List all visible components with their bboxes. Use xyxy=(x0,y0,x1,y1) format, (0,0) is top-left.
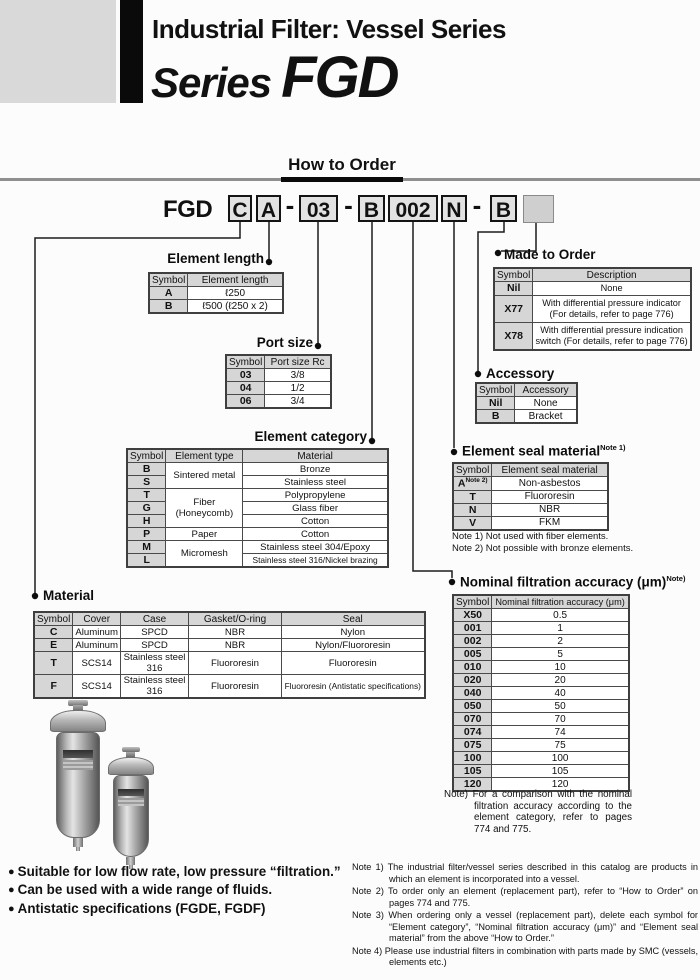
cell: NBR xyxy=(492,503,608,516)
cell: 3/4 xyxy=(265,395,331,409)
cell-symbol: B xyxy=(149,300,188,314)
vessel-label-plate xyxy=(63,750,93,758)
feature-item: ● Can be used with a wide range of fluids. xyxy=(8,881,341,899)
col-header: Accessory xyxy=(515,383,577,397)
col-header: Symbol xyxy=(453,595,492,609)
vessel-drain xyxy=(73,838,83,847)
dot-material xyxy=(32,593,38,599)
cell: 3/8 xyxy=(265,369,331,382)
cell: 10 xyxy=(492,661,629,674)
element-length-label: Element length xyxy=(167,251,264,266)
page-category-title: Industrial Filter: Vessel Series xyxy=(152,14,506,44)
vessel-label-lines xyxy=(63,760,93,770)
port-size-label: Port size xyxy=(256,335,313,350)
col-header: Material xyxy=(243,449,388,463)
header-black-bar xyxy=(120,0,143,103)
filtration-table xyxy=(452,594,630,792)
cell: ℓ500 (ℓ250 x 2) xyxy=(188,300,283,314)
cell: Polypropylene xyxy=(243,489,388,502)
col-header: Symbol xyxy=(476,383,515,397)
vessel-label-plate xyxy=(118,789,144,796)
series-word: Series xyxy=(151,59,272,106)
cell-symbol: 06 xyxy=(226,395,265,409)
cell-symbol: 002 xyxy=(453,635,492,648)
part-box-accessory: B xyxy=(490,195,517,222)
cell: SCS14 xyxy=(73,675,121,699)
element-seal-notes xyxy=(452,531,633,555)
col-header: Element length xyxy=(188,273,283,287)
cell: 20 xyxy=(492,674,629,687)
cell-symbol: 040 xyxy=(453,687,492,700)
col-header: Symbol xyxy=(127,449,166,463)
element-length-table xyxy=(148,272,284,314)
col-header: Case xyxy=(121,612,189,626)
footnote: Note 2) To order only an element (replacement part), refer to “How to Order” on pages 774 and 775. xyxy=(352,886,698,908)
cell-symbol: E xyxy=(34,639,73,652)
col-header: Symbol xyxy=(149,273,188,287)
filtration-label-text: Nominal filtration accuracy (μm) xyxy=(460,574,667,590)
cell: Bracket xyxy=(515,410,577,424)
element-seal-note-2: Note 2) Not possible with bronze elements. xyxy=(452,543,634,554)
footnote: Note 4) Please use industrial filters in combination with parts made by SMC (vessels, elements etc.) xyxy=(352,945,698,967)
section-rule-black xyxy=(281,177,403,182)
cell: None xyxy=(533,282,691,296)
part-dash-1: - xyxy=(285,190,295,220)
accessory-label: Accessory xyxy=(486,366,555,381)
cell-symbol: X77 xyxy=(494,296,533,323)
cell-symbol: S xyxy=(127,476,166,489)
cell: Stainless steel 316 xyxy=(121,675,189,699)
symbol-text: A xyxy=(457,477,466,490)
part-box-seal: N xyxy=(441,195,467,222)
element-category-label: Element category xyxy=(254,429,367,444)
cell: 105 xyxy=(492,765,629,778)
cell: Stainless steel xyxy=(243,476,388,489)
cell-symbol: 100 xyxy=(453,752,492,765)
cell-symbol: 005 xyxy=(453,648,492,661)
cell: With differential pressure indicator (For details, refer to page 776) xyxy=(533,296,691,323)
cell-symbol: F xyxy=(34,675,73,699)
vessel-photo-large xyxy=(50,698,106,852)
cell: NBR xyxy=(189,639,282,652)
cell: Nylon/Fluororesin xyxy=(282,639,425,652)
filtration-label-note: Note) xyxy=(666,574,686,583)
part-box-material: C xyxy=(228,195,252,222)
cell-symbol: 001 xyxy=(453,622,492,635)
accessory-table xyxy=(475,382,578,424)
vessel-label-lines xyxy=(118,798,144,806)
cell: Non-asbestos xyxy=(492,477,608,491)
cell: FKM xyxy=(492,516,608,530)
footnote: Note 3) When ordering only a vessel (replacement part), delete each symbol for “Element category”, “Nominal filtration accuracy (μm)” and “Element seal material” from the above “How to Order.” xyxy=(352,910,698,943)
cell: 40 xyxy=(492,687,629,700)
cell: SPCD xyxy=(121,639,189,652)
cell-symbol: X78 xyxy=(494,323,533,351)
cell-symbol: C xyxy=(34,626,73,639)
cell-symbol: Nil xyxy=(476,397,515,410)
cell-symbol: L xyxy=(127,554,166,568)
cell: Aluminum xyxy=(73,639,121,652)
port-size-table xyxy=(225,354,332,409)
cell-symbol: 070 xyxy=(453,713,492,726)
feature-item: ● Antistatic specifications (FGDE, FGDF) xyxy=(8,900,341,918)
made-to-order-label: Made to Order xyxy=(504,247,596,262)
col-header: Element type xyxy=(166,449,243,463)
filtration-label xyxy=(460,574,685,590)
cell: Fluororesin xyxy=(282,652,425,675)
cell-symbol: N xyxy=(453,503,492,516)
filtration-note: Note) For a comparison with the nominal filtration accuracy according to the element category, refer to pages 774 and 775. xyxy=(444,789,632,835)
cell-element-type: Micromesh xyxy=(166,541,243,568)
cell: Stainless steel 316 xyxy=(121,652,189,675)
cell-symbol: Nil xyxy=(494,282,533,296)
cell: 0.5 xyxy=(492,609,629,622)
col-header: Gasket/O-ring xyxy=(189,612,282,626)
cell: 1 xyxy=(492,622,629,635)
cell: Stainless steel 304/Epoxy xyxy=(243,541,388,554)
vessel-drain-tip xyxy=(76,847,80,851)
feature-item: ● Suitable for low flow rate, low pressure “filtration.” xyxy=(8,863,341,881)
cell: None xyxy=(515,397,577,410)
vessel-cap xyxy=(50,710,106,732)
part-box-element-length: A xyxy=(256,195,281,222)
cell-symbol: 074 xyxy=(453,726,492,739)
cell-symbol: 105 xyxy=(453,765,492,778)
dot-element-seal xyxy=(451,449,457,455)
vessel-body xyxy=(56,732,100,838)
part-box-made-to-order xyxy=(523,195,554,223)
col-header: Symbol xyxy=(453,463,492,477)
cell-symbol: P xyxy=(127,528,166,541)
vessel-body xyxy=(113,775,149,857)
col-header: Symbol xyxy=(494,268,533,282)
cell: Fluororesin xyxy=(189,675,282,699)
col-header: Description xyxy=(533,268,691,282)
made-to-order-table xyxy=(493,267,692,351)
cell: 2 xyxy=(492,635,629,648)
cell-symbol: 03 xyxy=(226,369,265,382)
cell: 75 xyxy=(492,739,629,752)
cell-symbol: T xyxy=(34,652,73,675)
element-seal-table xyxy=(452,462,609,531)
dot-element-length xyxy=(266,259,272,265)
col-header: Nominal filtration accuracy (μm) xyxy=(492,595,629,609)
cell-symbol: 04 xyxy=(226,382,265,395)
dot-filtration xyxy=(449,579,455,585)
connector-filtration xyxy=(413,222,452,578)
cell: ℓ250 xyxy=(188,287,283,300)
vessel-cap xyxy=(108,757,154,775)
dot-port-size xyxy=(315,343,321,349)
section-heading: How to Order xyxy=(288,155,396,174)
col-header: Symbol xyxy=(226,355,265,369)
element-type-line1: Fiber xyxy=(193,497,216,508)
footnote: Note 1) The industrial filter/vessel series described in this catalog are products in which an element is incorporated into a vessel. xyxy=(352,862,698,884)
col-header: Cover xyxy=(73,612,121,626)
cell: Fluororesin xyxy=(492,490,608,503)
dot-made-to-order xyxy=(495,250,501,256)
col-header: Element seal material xyxy=(492,463,608,477)
header-gray-block xyxy=(0,0,116,103)
cell-symbol: 010 xyxy=(453,661,492,674)
cell-symbol: B xyxy=(127,463,166,476)
feature-list xyxy=(8,863,341,918)
cell: With differential pressure indication switch (For details, refer to page 776) xyxy=(533,323,691,351)
cell-symbol: B xyxy=(476,410,515,424)
vessel-photo-small xyxy=(108,747,154,869)
dot-accessory xyxy=(475,371,481,377)
cell: 120 xyxy=(492,778,629,792)
cell: Bronze xyxy=(243,463,388,476)
element-seal-label-note: Note 1) xyxy=(600,443,626,452)
cell-symbol: V xyxy=(453,516,492,530)
cell: 74 xyxy=(492,726,629,739)
cell: 5 xyxy=(492,648,629,661)
cell: 70 xyxy=(492,713,629,726)
col-header: Port size Rc xyxy=(265,355,331,369)
dot-element-category xyxy=(369,438,375,444)
element-seal-label xyxy=(462,443,626,459)
col-header: Symbol xyxy=(34,612,73,626)
footnote-list xyxy=(352,862,698,970)
part-box-port-size: 03 xyxy=(299,195,338,222)
cell-symbol: 075 xyxy=(453,739,492,752)
series-code: FGD xyxy=(281,45,398,110)
material-label: Material xyxy=(43,588,95,603)
material-table xyxy=(33,611,426,699)
part-dash-2: - xyxy=(344,190,353,220)
cell-element-type xyxy=(166,489,243,528)
cell: SCS14 xyxy=(73,652,121,675)
cell: 50 xyxy=(492,700,629,713)
cell-symbol: T xyxy=(453,490,492,503)
cell: SPCD xyxy=(121,626,189,639)
cell-symbol: G xyxy=(127,502,166,515)
page-series-title xyxy=(151,44,398,111)
element-seal-note-1: Note 1) Not used with fiber elements. xyxy=(452,531,609,542)
cell-symbol: 120 xyxy=(453,778,492,792)
cell: Stainless steel 316/Nickel brazing xyxy=(243,554,388,568)
cell-symbol: H xyxy=(127,515,166,528)
part-dash-3: - xyxy=(472,190,482,220)
element-type-line2: (Honeycomb) xyxy=(175,508,234,519)
part-number-prefix: FGD xyxy=(163,196,213,223)
part-box-element-category: B xyxy=(358,195,385,222)
cell: Cotton xyxy=(243,515,388,528)
cell: Fluororesin xyxy=(189,652,282,675)
cell: Aluminum xyxy=(73,626,121,639)
cell: 100 xyxy=(492,752,629,765)
cell-symbol: T xyxy=(127,489,166,502)
cell-symbol: A xyxy=(149,287,188,300)
element-category-table xyxy=(126,448,389,568)
cell-symbol: 050 xyxy=(453,700,492,713)
col-header: Seal xyxy=(282,612,425,626)
cell-symbol xyxy=(453,477,492,491)
element-seal-label-text: Element seal material xyxy=(462,443,601,459)
cell: 1/2 xyxy=(265,382,331,395)
cell: Fluororesin (Antistatic specifications) xyxy=(282,675,425,699)
cell-symbol: 020 xyxy=(453,674,492,687)
cell: Cotton xyxy=(243,528,388,541)
cell-element-type: Sintered metal xyxy=(166,463,243,489)
cell: Glass fiber xyxy=(243,502,388,515)
cell-symbol: X50 xyxy=(453,609,492,622)
cell-symbol: M xyxy=(127,541,166,554)
cell: Nylon xyxy=(282,626,425,639)
symbol-note: Note 2) xyxy=(465,477,488,484)
cell-element-type: Paper xyxy=(166,528,243,541)
part-box-filtration: 002 xyxy=(388,195,438,222)
cell: NBR xyxy=(189,626,282,639)
